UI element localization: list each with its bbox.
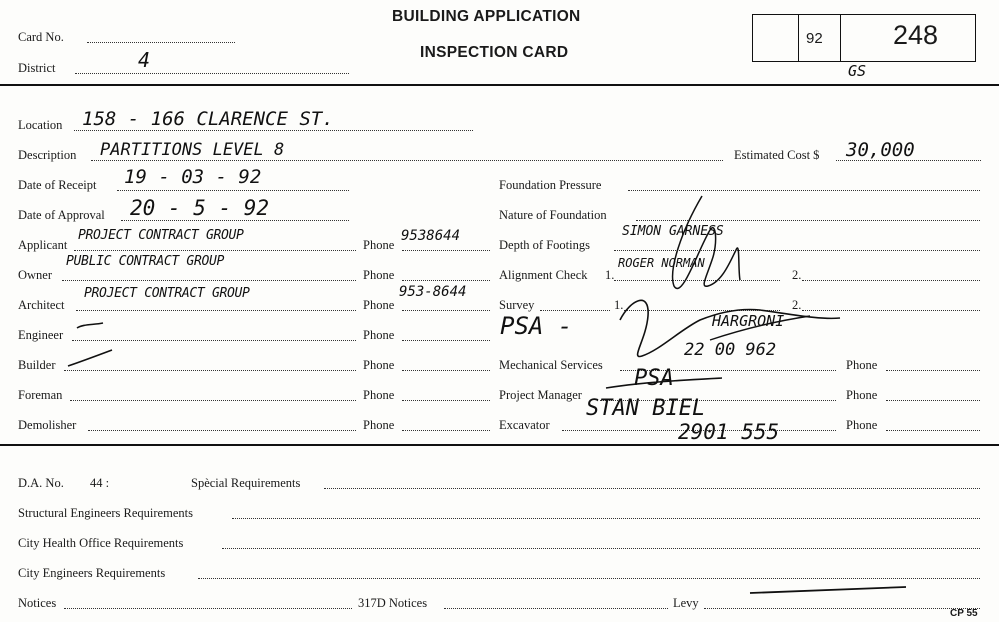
da-no-label: D.A. No. xyxy=(18,476,64,490)
nature-of-foundation-label: Nature of Foundation xyxy=(499,208,607,222)
initials-value: GS xyxy=(848,62,867,80)
structural-requirements-field[interactable] xyxy=(232,518,980,519)
demolisher-phone-field[interactable] xyxy=(402,430,490,431)
district-field[interactable] xyxy=(75,73,349,74)
applicant-phone-value: 9538644 xyxy=(401,228,461,244)
applicant-value: PROJECT CONTRACT GROUP xyxy=(78,228,244,243)
engineer-field[interactable] xyxy=(72,340,356,341)
box-divider xyxy=(840,14,841,62)
header-divider xyxy=(0,84,999,86)
demolisher-phone-label: Phone xyxy=(363,418,395,432)
notices-label: Notices xyxy=(18,596,57,610)
district-label: District xyxy=(18,61,56,75)
mechanical-phone-written: 22 00 962 xyxy=(684,340,777,360)
special-requirements-field[interactable] xyxy=(324,488,980,489)
city-engineers-requirements-label: City Engineers Requirements xyxy=(18,566,166,580)
engineer-phone-field[interactable] xyxy=(402,340,490,341)
alignment-2-label: 2. xyxy=(792,268,802,282)
owner-phone-field[interactable] xyxy=(402,280,490,281)
form-code: CP 55 xyxy=(950,608,978,619)
date-of-receipt-value: 19 - 03 - 92 xyxy=(124,166,262,188)
builder-phone-field[interactable] xyxy=(402,370,490,371)
date-of-approval-value: 20 - 5 - 92 xyxy=(130,196,270,220)
project-manager-value: PSA xyxy=(634,366,674,391)
applicant-phone-field[interactable] xyxy=(402,250,490,251)
structural-requirements-label: Structural Engineers Requirements xyxy=(18,506,193,520)
special-requirements-label: Spècial Requirements xyxy=(191,476,301,490)
owner-value: PUBLIC CONTRACT GROUP xyxy=(66,254,225,269)
district-value: 4 xyxy=(138,48,151,72)
demolisher-field[interactable] xyxy=(88,430,356,431)
foreman-field[interactable] xyxy=(70,400,356,401)
architect-phone-label: Phone xyxy=(363,298,395,312)
description-field[interactable] xyxy=(91,160,723,161)
mechanical-phone-field[interactable] xyxy=(886,370,980,371)
owner-label: Owner xyxy=(18,268,53,282)
location-field[interactable] xyxy=(74,130,473,131)
alignment-1-label: 1. xyxy=(605,268,615,282)
notices-317d-label: 317D Notices xyxy=(358,596,428,610)
description-label: Description xyxy=(18,148,77,162)
estimated-cost-value: 30,000 xyxy=(846,139,915,161)
architect-value: PROJECT CONTRACT GROUP xyxy=(84,286,250,301)
architect-phone-value: 953-8644 xyxy=(399,284,467,300)
builder-label: Builder xyxy=(18,358,56,372)
project-manager-phone-label: Phone xyxy=(846,388,878,402)
underline-stroke-icon xyxy=(604,376,724,392)
health-requirements-label: City Health Office Requirements xyxy=(18,536,184,550)
levy-field[interactable] xyxy=(704,608,980,609)
builder-phone-label: Phone xyxy=(363,358,395,372)
project-manager-label: Project Manager xyxy=(499,388,582,402)
card-number-value: 248 xyxy=(893,20,939,50)
card-no-field[interactable] xyxy=(87,42,235,43)
applicant-label: Applicant xyxy=(18,238,68,252)
applicant-phone-label: Phone xyxy=(363,238,395,252)
project-manager-phone-field[interactable] xyxy=(886,400,980,401)
architect-phone-field[interactable] xyxy=(402,310,490,311)
form-title: BUILDING APPLICATION xyxy=(392,8,581,25)
health-requirements-field[interactable] xyxy=(222,548,980,549)
owner-field[interactable] xyxy=(62,280,356,281)
survey-1-label: 1. xyxy=(614,298,624,312)
excavator-label: Excavator xyxy=(499,418,550,432)
foreman-phone-field[interactable] xyxy=(402,400,490,401)
excavator-phone-label: Phone xyxy=(846,418,878,432)
location-label: Location xyxy=(18,118,63,132)
dash-mark-icon xyxy=(75,320,105,334)
date-of-receipt-field[interactable] xyxy=(117,190,349,191)
alignment-check-label: Alignment Check xyxy=(499,268,588,282)
demolisher-label: Demolisher xyxy=(18,418,77,432)
location-value: 158 - 166 CLARENCE ST. xyxy=(82,108,334,130)
year-value: 92 xyxy=(806,30,823,47)
engineer-label: Engineer xyxy=(18,328,64,342)
dash-mark-icon xyxy=(66,346,114,370)
date-of-approval-field[interactable] xyxy=(121,220,349,221)
psa-name: HARGRONI xyxy=(712,312,785,330)
survey-2-label: 2. xyxy=(792,298,802,312)
foreman-label: Foreman xyxy=(18,388,63,402)
architect-field[interactable] xyxy=(76,310,356,311)
notices-317d-field[interactable] xyxy=(444,608,668,609)
city-engineers-requirements-field[interactable] xyxy=(198,578,980,579)
estimated-cost-label: Estimated Cost $ xyxy=(734,148,820,162)
excavator-phone-field[interactable] xyxy=(886,430,980,431)
card-number-box xyxy=(752,14,976,62)
box-divider xyxy=(798,14,799,62)
foreman-phone-label: Phone xyxy=(363,388,395,402)
mechanical-phone-label: Phone xyxy=(846,358,878,372)
levy-stroke-icon xyxy=(748,585,908,597)
card-no-label: Card No. xyxy=(18,30,64,44)
excavator-value: STAN BIEL xyxy=(586,396,706,421)
foundation-pressure-label: Foundation Pressure xyxy=(499,178,602,192)
form-subtitle: INSPECTION CARD xyxy=(420,44,569,61)
applicant-field[interactable] xyxy=(74,250,356,251)
date-of-approval-label: Date of Approval xyxy=(18,208,105,222)
psa-note: PSA - xyxy=(500,312,573,340)
builder-field[interactable] xyxy=(64,370,356,371)
da-no-value: 44 : xyxy=(90,476,110,490)
architect-label: Architect xyxy=(18,298,65,312)
owner-phone-label: Phone xyxy=(363,268,395,282)
date-of-receipt-label: Date of Receipt xyxy=(18,178,97,192)
mechanical-services-label: Mechanical Services xyxy=(499,358,603,372)
depth-of-footings-label: Depth of Footings xyxy=(499,238,590,252)
notices-field[interactable] xyxy=(64,608,352,609)
depth-of-footings-value: SIMON GARNESS xyxy=(622,224,724,239)
description-value: PARTITIONS LEVEL 8 xyxy=(100,140,285,160)
levy-label: Levy xyxy=(673,596,699,610)
alignment-value: ROGER NORMAN xyxy=(618,256,705,270)
section-divider xyxy=(0,444,999,446)
engineer-phone-label: Phone xyxy=(363,328,395,342)
survey-label: Survey xyxy=(499,298,535,312)
excavator-phone-written: 2901 555 xyxy=(678,420,780,444)
